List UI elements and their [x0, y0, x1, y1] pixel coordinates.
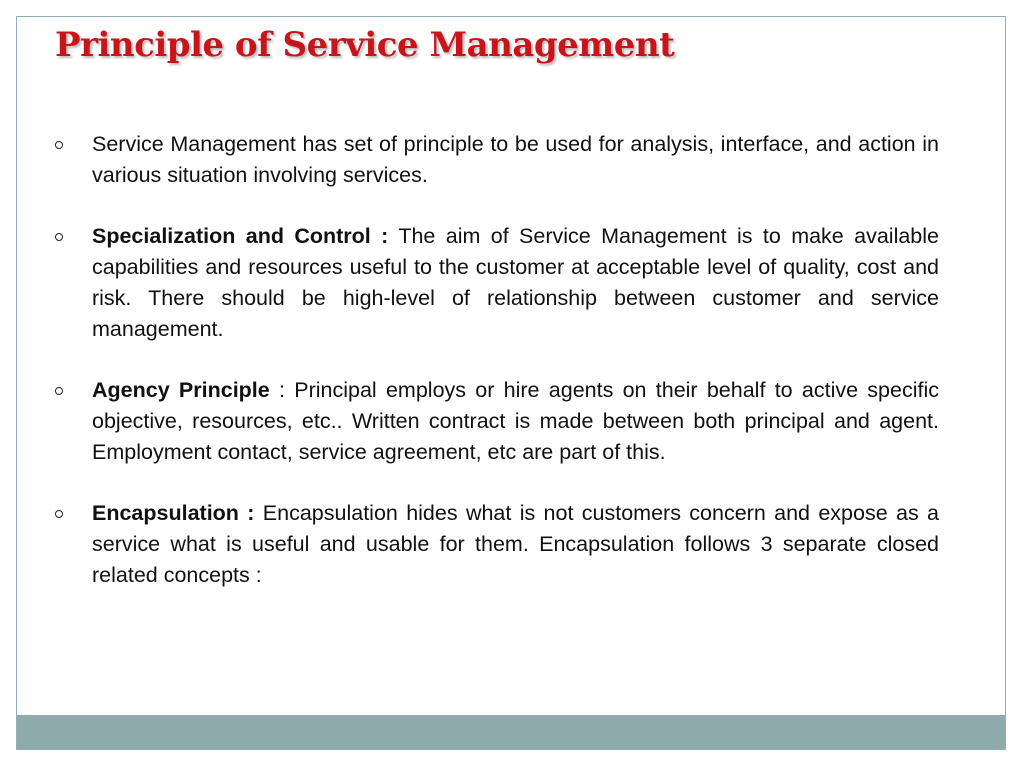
bullet-text: Service Management has set of principle to be used for analysis, interface, and action in various situation involving services. — [92, 132, 939, 187]
list-item — [55, 375, 939, 468]
bullet-text: The aim of Service Management is to make available capabilities and resources useful to the customer at acceptable level of quality, cost and risk. There should be high-level of relationship between customer and service management. — [92, 224, 940, 341]
circle-bullet-icon — [55, 375, 69, 406]
list-item — [55, 129, 939, 191]
list-item — [55, 498, 939, 591]
bullet-text: Encapsulation hides what is not customers concern and expose as a service what is useful and usable for them. Encapsulation follows 3 separate closed related concepts : — [92, 501, 939, 587]
footer-bar — [17, 715, 1005, 749]
bullet-text: Principal employs or hire agents on their behalf to active specific objective, resources, etc.. Written contract is made between both principal and agent. Employment contact, service agreement, etc are part of this. — [92, 378, 940, 464]
list-item — [55, 221, 939, 345]
slide-title: Principle of Service Management — [55, 25, 675, 65]
circle-bullet-icon — [55, 498, 69, 529]
bullet-separator — [254, 501, 262, 525]
circle-bullet-icon — [55, 129, 69, 160]
bullet-separator — [388, 224, 398, 248]
bullet-term: Encapsulation : — [92, 501, 255, 525]
bullet-separator: : — [269, 378, 295, 402]
bullet-term: Specialization and Control : — [92, 224, 389, 248]
bullet-list — [55, 129, 939, 621]
circle-bullet-icon — [55, 221, 69, 252]
slide-frame — [16, 16, 1006, 750]
bullet-term: Agency Principle — [92, 378, 270, 402]
